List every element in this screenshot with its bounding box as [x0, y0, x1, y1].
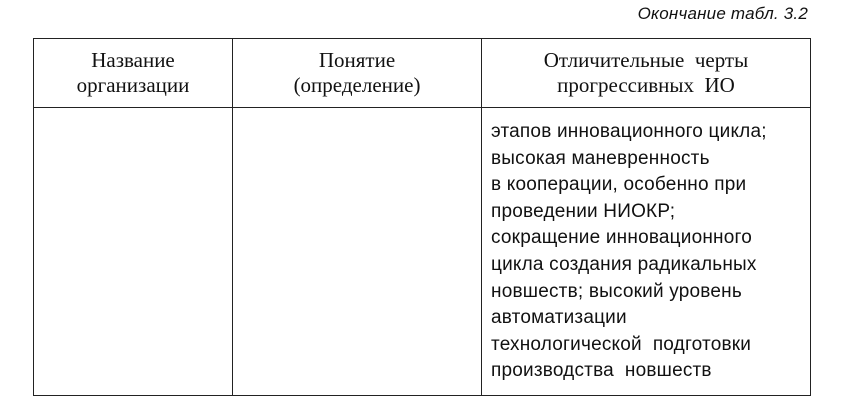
features-line: в кооперации, особенно при — [491, 174, 747, 196]
features-line: производства новшеств — [491, 360, 712, 382]
header-concept-line-2: (определение) — [293, 73, 421, 97]
continuation-table — [33, 38, 811, 396]
features-line: высокая маневренность — [491, 147, 710, 169]
header-organization-line-2: организации — [76, 73, 190, 97]
features-line: новшеств; высокий уровень — [491, 280, 742, 302]
cell-features — [491, 119, 767, 385]
features-line: цикла создания радикальных — [491, 253, 757, 275]
features-line: сокращение инновационного — [491, 227, 752, 249]
header-distinctive-features — [482, 39, 810, 107]
cell-definition — [233, 107, 481, 395]
header-concept-line-1: Понятие — [318, 48, 396, 72]
features-line: проведении НИОКР; — [491, 200, 676, 222]
header-features-line-2: прогрессивных ИО — [557, 73, 735, 97]
features-line: этапов инновационного цикла; — [491, 121, 767, 142]
header-organization-name — [34, 39, 232, 107]
header-organization-line-1: Название — [91, 48, 175, 72]
features-line: технологической подготовки — [491, 333, 752, 355]
table-caption: Окончание табл. 3.2 — [637, 4, 808, 23]
cell-organization — [34, 107, 232, 395]
header-concept-definition — [233, 39, 481, 107]
header-features-line-1: Отличительные черты — [543, 48, 749, 72]
features-line: автоматизации — [491, 307, 627, 329]
